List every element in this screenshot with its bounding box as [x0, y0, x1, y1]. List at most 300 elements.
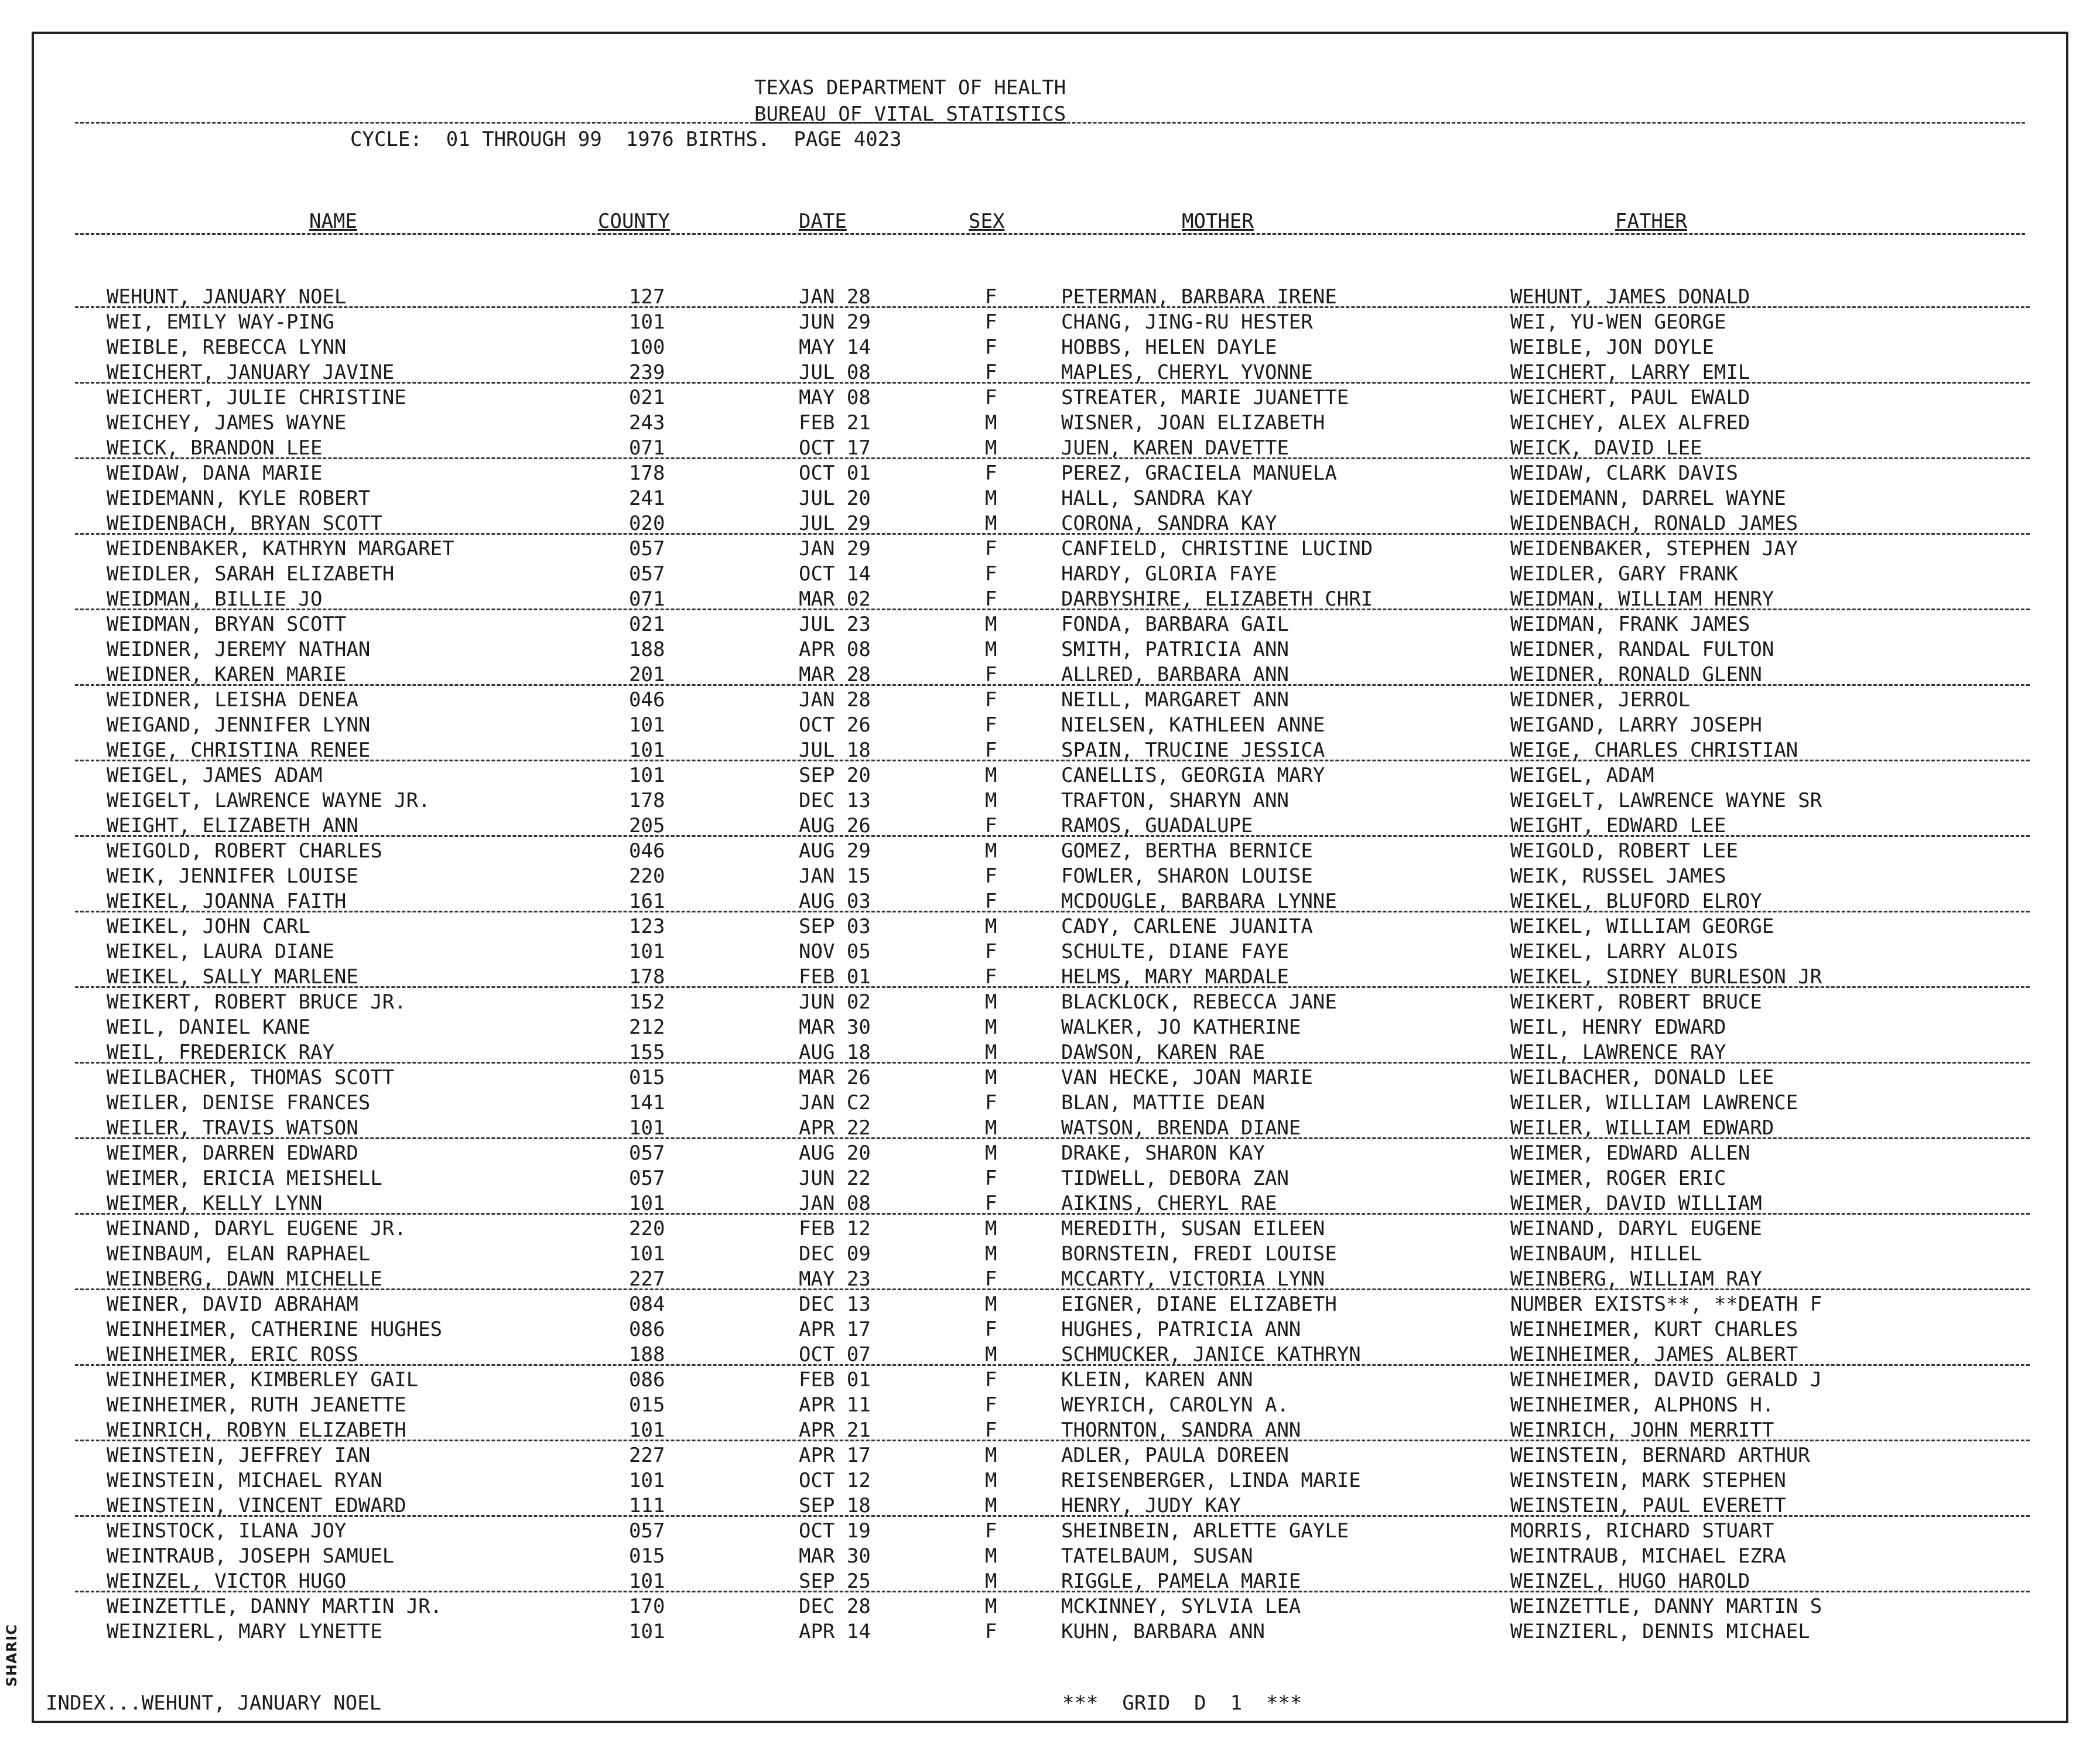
- cell-mother: CANELLIS, GEORGIA MARY: [1061, 764, 1325, 787]
- cell-name: WEICHEY, JAMES WAYNE: [107, 411, 347, 435]
- cell-sex: F: [985, 537, 997, 560]
- cell-father: MORRIS, RICHARD STUART: [1510, 1519, 1774, 1543]
- cell-name: WEIMER, DARREN EDWARD: [107, 1141, 358, 1165]
- cell-mother: CORONA, SANDRA KAY: [1061, 512, 1277, 535]
- table-row: [34, 1141, 2071, 1166]
- cell-date: JAN 28: [799, 285, 871, 309]
- cell-father: WEILER, WILLIAM EDWARD: [1510, 1116, 1774, 1140]
- table-row: [34, 1091, 2071, 1116]
- cell-sex: F: [985, 688, 997, 712]
- cell-date: JAN C2: [799, 1091, 871, 1115]
- cell-name: WEINZIERL, MARY LYNETTE: [107, 1620, 382, 1643]
- cell-name: WEI, EMILY WAY-PING: [107, 310, 334, 334]
- table-row: [34, 486, 2071, 511]
- cell-father: WEIGE, CHARLES CHRISTIAN: [1510, 739, 1798, 762]
- cell-name: WEICHERT, JANUARY JAVINE: [107, 361, 395, 384]
- cell-county: 101: [629, 739, 665, 762]
- table-row: [34, 562, 2071, 587]
- cell-sex: F: [985, 1091, 997, 1115]
- cell-county: 015: [629, 1393, 665, 1417]
- cell-name: WEINHEIMER, RUTH JEANETTE: [107, 1393, 406, 1417]
- cell-date: SEP 18: [799, 1494, 871, 1517]
- cell-date: JUN 29: [799, 310, 871, 334]
- cell-mother: ALLRED, BARBARA ANN: [1061, 663, 1289, 686]
- cell-father: WEIL, HENRY EDWARD: [1510, 1016, 1726, 1039]
- cell-name: WEIKEL, JOANNA FAITH: [107, 890, 347, 913]
- column-header-father: FATHER: [1615, 210, 1687, 233]
- cell-father: WEIKEL, BLUFORD ELROY: [1510, 890, 1762, 913]
- cell-sex: M: [985, 1544, 997, 1568]
- cell-father: WEICHEY, ALEX ALFRED: [1510, 411, 1750, 435]
- cell-county: 101: [629, 713, 665, 737]
- header-divider: [75, 122, 2025, 124]
- cell-mother: HUGHES, PATRICIA ANN: [1061, 1318, 1301, 1341]
- cell-father: WEIDMAN, WILLIAM HENRY: [1510, 587, 1774, 611]
- table-row: [34, 1242, 2071, 1267]
- cell-date: DEC 28: [799, 1595, 871, 1618]
- cell-name: WEINSTEIN, JEFFREY IAN: [107, 1444, 371, 1467]
- cell-county: 188: [629, 638, 665, 661]
- cell-date: MAR 28: [799, 663, 871, 686]
- cell-mother: SMITH, PATRICIA ANN: [1061, 638, 1289, 661]
- table-row: [34, 839, 2071, 864]
- cell-name: WEIL, DANIEL KANE: [107, 1016, 310, 1039]
- cell-county: 227: [629, 1444, 665, 1467]
- cell-father: WEIDNER, RONALD GLENN: [1510, 663, 1762, 686]
- cell-father: WEI, YU-WEN GEORGE: [1510, 310, 1726, 334]
- cell-father: WEIDAW, CLARK DAVIS: [1510, 462, 1738, 485]
- cell-mother: MAPLES, CHERYL YVONNE: [1061, 361, 1313, 384]
- table-row: [34, 310, 2071, 335]
- table-row: [34, 1267, 2071, 1292]
- cell-county: 220: [629, 1217, 665, 1240]
- cell-mother: DARBYSHIRE, ELIZABETH CHRI: [1061, 587, 1373, 611]
- cell-date: OCT 14: [799, 562, 871, 586]
- cell-county: 021: [629, 613, 665, 636]
- cell-name: WEIDNER, JEREMY NATHAN: [107, 638, 371, 661]
- cell-mother: MCDOUGLE, BARBARA LYNNE: [1061, 890, 1337, 913]
- table-row: [34, 1216, 2071, 1242]
- cell-county: 057: [629, 1167, 665, 1190]
- cell-date: MAR 02: [799, 587, 871, 611]
- cell-date: MAR 26: [799, 1066, 871, 1089]
- cell-date: OCT 01: [799, 462, 871, 485]
- cell-county: 100: [629, 336, 665, 359]
- cell-mother: VAN HECKE, JOAN MARIE: [1061, 1066, 1313, 1089]
- cell-father: WEILER, WILLIAM LAWRENCE: [1510, 1091, 1798, 1115]
- cell-sex: F: [985, 1368, 997, 1392]
- table-row: [34, 1418, 2071, 1443]
- column-header-date: DATE: [799, 210, 847, 233]
- cell-father: WEIGAND, LARRY JOSEPH: [1510, 713, 1762, 737]
- cell-father: WEIGOLD, ROBERT LEE: [1510, 839, 1738, 863]
- cell-mother: SPAIN, TRUCINE JESSICA: [1061, 739, 1325, 762]
- cell-name: WEIK, JENNIFER LOUISE: [107, 864, 358, 888]
- cell-county: 127: [629, 285, 665, 309]
- cell-date: AUG 29: [799, 839, 871, 863]
- cell-father: WEIBLE, JON DOYLE: [1510, 336, 1714, 359]
- cell-date: JUN 02: [799, 990, 871, 1014]
- cell-father: WEIDLER, GARY FRANK: [1510, 562, 1738, 586]
- cell-date: DEC 09: [799, 1242, 871, 1266]
- cell-sex: M: [985, 1293, 997, 1316]
- cell-father: WEIL, LAWRENCE RAY: [1510, 1041, 1726, 1064]
- cell-father: NUMBER EXISTS**, **DEATH F: [1510, 1293, 1822, 1316]
- cell-mother: PETERMAN, BARBARA IRENE: [1061, 285, 1337, 309]
- cell-sex: M: [985, 487, 997, 510]
- table-row: [34, 1619, 2071, 1645]
- cell-county: 101: [629, 940, 665, 963]
- cell-father: WEINHEIMER, KURT CHARLES: [1510, 1318, 1798, 1341]
- cell-sex: M: [985, 1343, 997, 1366]
- cell-date: MAY 23: [799, 1267, 871, 1291]
- table-row: [34, 1191, 2071, 1216]
- cell-county: 046: [629, 839, 665, 863]
- cell-name: WEIKERT, ROBERT BRUCE JR.: [107, 990, 406, 1014]
- cell-name: WEIKEL, JOHN CARL: [107, 915, 310, 938]
- cell-name: WEIDMAN, BRYAN SCOTT: [107, 613, 347, 636]
- cell-sex: M: [985, 1041, 997, 1064]
- table-row: [34, 813, 2071, 839]
- side-label: SHARIC: [4, 1624, 20, 1687]
- cell-father: WEINSTEIN, MARK STEPHEN: [1510, 1469, 1786, 1492]
- cell-date: APR 17: [799, 1444, 871, 1467]
- table-row: [34, 637, 2071, 662]
- cell-date: JAN 28: [799, 688, 871, 712]
- cell-name: WEIDLER, SARAH ELIZABETH: [107, 562, 395, 586]
- column-header-mother: MOTHER: [1182, 210, 1254, 233]
- cell-mother: BLACKLOCK, REBECCA JANE: [1061, 990, 1337, 1014]
- cell-father: WEINHEIMER, ALPHONS H.: [1510, 1393, 1774, 1417]
- cell-father: WEIKEL, WILLIAM GEORGE: [1510, 915, 1774, 938]
- cell-father: WEIDENBACH, RONALD JAMES: [1510, 512, 1798, 535]
- cell-date: JUL 18: [799, 739, 871, 762]
- cell-county: 057: [629, 537, 665, 560]
- cell-name: WEICK, BRANDON LEE: [107, 436, 323, 460]
- cell-mother: ADLER, PAULA DOREEN: [1061, 1444, 1289, 1467]
- table-row: [34, 1493, 2071, 1519]
- cell-county: 227: [629, 1267, 665, 1291]
- cell-county: 155: [629, 1041, 665, 1064]
- cell-date: APR 21: [799, 1418, 871, 1442]
- cell-mother: HALL, SANDRA KAY: [1061, 487, 1253, 510]
- cell-father: WEINRICH, JOHN MERRITT: [1510, 1418, 1774, 1442]
- cell-name: WEILER, DENISE FRANCES: [107, 1091, 371, 1115]
- footer-grid: *** GRID D 1 ***: [1062, 1691, 1302, 1715]
- cell-date: JUL 23: [799, 613, 871, 636]
- cell-mother: NIELSEN, KATHLEEN ANNE: [1061, 713, 1325, 737]
- cell-father: WEIMER, DAVID WILLIAM: [1510, 1192, 1762, 1215]
- cell-father: WEIKEL, SIDNEY BURLESON JR: [1510, 965, 1822, 989]
- table-row: [34, 990, 2071, 1015]
- cell-sex: M: [985, 1217, 997, 1240]
- cell-mother: TRAFTON, SHARYN ANN: [1061, 789, 1289, 812]
- cell-county: 201: [629, 663, 665, 686]
- cell-county: 205: [629, 814, 665, 838]
- table-row: [34, 1166, 2071, 1191]
- cell-father: WEINAND, DARYL EUGENE: [1510, 1217, 1762, 1240]
- cell-date: AUG 03: [799, 890, 871, 913]
- cell-county: 057: [629, 562, 665, 586]
- cell-name: WEIDENBACH, BRYAN SCOTT: [107, 512, 382, 535]
- cell-mother: KLEIN, KAREN ANN: [1061, 1368, 1253, 1392]
- cell-mother: DAWSON, KAREN RAE: [1061, 1041, 1265, 1064]
- cell-sex: M: [985, 789, 997, 812]
- cell-sex: F: [985, 713, 997, 737]
- cell-county: 178: [629, 965, 665, 989]
- cell-sex: F: [985, 285, 997, 309]
- cell-county: 101: [629, 1192, 665, 1215]
- cell-name: WEIMER, ERICIA MEISHELL: [107, 1167, 382, 1190]
- cell-sex: F: [985, 1167, 997, 1190]
- cell-name: WEIGHT, ELIZABETH ANN: [107, 814, 358, 838]
- cell-name: WEIGEL, JAMES ADAM: [107, 764, 323, 787]
- cell-father: WEINZEL, HUGO HAROLD: [1510, 1570, 1750, 1593]
- cell-county: 212: [629, 1016, 665, 1039]
- cell-father: WEIKERT, ROBERT BRUCE: [1510, 990, 1762, 1014]
- cell-mother: MCCARTY, VICTORIA LYNN: [1061, 1267, 1325, 1291]
- cell-county: 020: [629, 512, 665, 535]
- cell-father: WEINTRAUB, MICHAEL EZRA: [1510, 1544, 1786, 1568]
- cell-mother: PEREZ, GRACIELA MANUELA: [1061, 462, 1337, 485]
- cell-sex: M: [985, 638, 997, 661]
- table-row: [34, 1015, 2071, 1040]
- table-row: [34, 1317, 2071, 1342]
- cell-county: 015: [629, 1544, 665, 1568]
- cell-name: WEINBAUM, ELAN RAPHAEL: [107, 1242, 371, 1266]
- cell-date: JUN 22: [799, 1167, 871, 1190]
- cell-name: WEIDAW, DANA MARIE: [107, 462, 323, 485]
- cell-county: 101: [629, 1620, 665, 1643]
- cell-sex: F: [985, 864, 997, 888]
- cell-date: MAR 30: [799, 1544, 871, 1568]
- cell-sex: F: [985, 814, 997, 838]
- cell-name: WEINSTEIN, VINCENT EDWARD: [107, 1494, 406, 1517]
- cell-mother: SCHMUCKER, JANICE KATHRYN: [1061, 1343, 1361, 1366]
- cell-sex: F: [985, 1192, 997, 1215]
- cell-father: WEIDEMANN, DARREL WAYNE: [1510, 487, 1786, 510]
- cell-name: WEHUNT, JANUARY NOEL: [107, 285, 347, 309]
- table-row: [34, 914, 2071, 939]
- cell-sex: M: [985, 613, 997, 636]
- cell-county: 241: [629, 487, 665, 510]
- table-row: [34, 436, 2071, 461]
- cell-sex: M: [985, 1141, 997, 1165]
- cell-date: FEB 01: [799, 1368, 871, 1392]
- cell-mother: WALKER, JO KATHERINE: [1061, 1016, 1301, 1039]
- cell-county: 071: [629, 587, 665, 611]
- cell-name: WEINHEIMER, CATHERINE HUGHES: [107, 1318, 443, 1341]
- cell-mother: EIGNER, DIANE ELIZABETH: [1061, 1293, 1337, 1316]
- cell-date: SEP 25: [799, 1570, 871, 1593]
- table-row: [34, 763, 2071, 788]
- cell-date: MAR 30: [799, 1016, 871, 1039]
- cell-county: 161: [629, 890, 665, 913]
- cell-date: OCT 26: [799, 713, 871, 737]
- cell-sex: F: [985, 1620, 997, 1643]
- cell-name: WEINSTEIN, MICHAEL RYAN: [107, 1469, 382, 1492]
- cell-sex: M: [985, 1444, 997, 1467]
- cell-father: WEINBERG, WILLIAM RAY: [1510, 1267, 1762, 1291]
- cell-name: WEINZEL, VICTOR HUGO: [107, 1570, 347, 1593]
- cell-date: JAN 08: [799, 1192, 871, 1215]
- table-row: [34, 411, 2071, 436]
- table-row: [34, 1544, 2071, 1569]
- cell-name: WEINER, DAVID ABRAHAM: [107, 1293, 358, 1316]
- cell-name: WEIL, FREDERICK RAY: [107, 1041, 334, 1064]
- cell-date: DEC 13: [799, 1293, 871, 1316]
- cell-mother: CANFIELD, CHRISTINE LUCIND: [1061, 537, 1373, 560]
- cell-date: FEB 01: [799, 965, 871, 989]
- cell-name: WEINHEIMER, KIMBERLEY GAIL: [107, 1368, 419, 1392]
- cell-father: WEINBAUM, HILLEL: [1510, 1242, 1702, 1266]
- cell-name: WEINTRAUB, JOSEPH SAMUEL: [107, 1544, 395, 1568]
- cell-name: WEIDMAN, BILLIE JO: [107, 587, 323, 611]
- cell-sex: F: [985, 663, 997, 686]
- table-row: [34, 335, 2071, 360]
- cell-father: WEIDNER, RANDAL FULTON: [1510, 638, 1774, 661]
- cell-sex: M: [985, 1570, 997, 1593]
- cell-county: 123: [629, 915, 665, 938]
- cell-county: 243: [629, 411, 665, 435]
- cell-county: 101: [629, 764, 665, 787]
- cell-mother: BORNSTEIN, FREDI LOUISE: [1061, 1242, 1337, 1266]
- cell-father: WEIDMAN, FRANK JAMES: [1510, 613, 1750, 636]
- cell-name: WEIGELT, LAWRENCE WAYNE JR.: [107, 789, 430, 812]
- cell-mother: HENRY, JUDY KAY: [1061, 1494, 1241, 1517]
- cell-name: WEINBERG, DAWN MICHELLE: [107, 1267, 382, 1291]
- cell-name: WEINZETTLE, DANNY MARTIN JR.: [107, 1595, 443, 1618]
- cell-sex: F: [985, 562, 997, 586]
- cell-county: 111: [629, 1494, 665, 1517]
- table-row: [34, 1342, 2071, 1368]
- table-row: [34, 1292, 2071, 1317]
- cell-county: 057: [629, 1519, 665, 1543]
- cell-mother: NEILL, MARGARET ANN: [1061, 688, 1289, 712]
- cell-sex: M: [985, 839, 997, 863]
- table-row: [34, 385, 2071, 411]
- cell-mother: RAMOS, GUADALUPE: [1061, 814, 1253, 838]
- cell-county: 101: [629, 1570, 665, 1593]
- table-row: [34, 285, 2071, 310]
- cell-father: WEIGELT, LAWRENCE WAYNE SR: [1510, 789, 1822, 812]
- cell-mother: STREATER, MARIE JUANETTE: [1061, 386, 1349, 409]
- cell-date: DEC 13: [799, 789, 871, 812]
- cell-date: APR 11: [799, 1393, 871, 1417]
- cell-date: APR 22: [799, 1116, 871, 1140]
- cell-mother: SHEINBEIN, ARLETTE GAYLE: [1061, 1519, 1349, 1543]
- table-row: [34, 662, 2071, 688]
- cell-sex: M: [985, 915, 997, 938]
- column-header-sex: SEX: [969, 210, 1005, 233]
- cell-name: WEINSTOCK, ILANA JOY: [107, 1519, 347, 1543]
- cell-mother: REISENBERGER, LINDA MARIE: [1061, 1469, 1361, 1492]
- cell-sex: M: [985, 1116, 997, 1140]
- cell-father: WEINZIERL, DENNIS MICHAEL: [1510, 1620, 1810, 1643]
- table-row: [34, 536, 2071, 562]
- cell-mother: JUEN, KAREN DAVETTE: [1061, 436, 1289, 460]
- cell-mother: MEREDITH, SUSAN EILEEN: [1061, 1217, 1325, 1240]
- table-row: [34, 1368, 2071, 1393]
- cell-county: 101: [629, 1242, 665, 1266]
- cell-county: 101: [629, 310, 665, 334]
- cell-date: AUG 18: [799, 1041, 871, 1064]
- table-row: [34, 360, 2071, 385]
- table-row: [34, 587, 2071, 612]
- cell-mother: TATELBAUM, SUSAN: [1061, 1544, 1253, 1568]
- agency-title: TEXAS DEPARTMENT OF HEALTH: [754, 76, 1066, 100]
- table-row: [34, 1519, 2071, 1544]
- birth-records-table: [34, 285, 2071, 1645]
- cell-sex: F: [985, 587, 997, 611]
- cell-sex: M: [985, 512, 997, 535]
- cell-county: 220: [629, 864, 665, 888]
- cell-name: WEINHEIMER, ERIC ROSS: [107, 1343, 358, 1366]
- cell-sex: M: [985, 411, 997, 435]
- cell-date: OCT 07: [799, 1343, 871, 1366]
- cell-county: 046: [629, 688, 665, 712]
- cell-name: WEIDNER, KAREN MARIE: [107, 663, 347, 686]
- cell-county: 101: [629, 1418, 665, 1442]
- table-row: [34, 738, 2071, 763]
- cell-name: WEILER, TRAVIS WATSON: [107, 1116, 358, 1140]
- cell-name: WEIGE, CHRISTINA RENEE: [107, 739, 371, 762]
- cell-county: 188: [629, 1343, 665, 1366]
- cell-sex: M: [985, 1242, 997, 1266]
- cell-date: APR 14: [799, 1620, 871, 1643]
- cell-sex: M: [985, 436, 997, 460]
- cell-date: NOV 05: [799, 940, 871, 963]
- cell-sex: M: [985, 764, 997, 787]
- cell-name: WEIDEMANN, KYLE ROBERT: [107, 487, 371, 510]
- table-row: [34, 1443, 2071, 1468]
- cell-county: 086: [629, 1318, 665, 1341]
- cell-sex: F: [985, 336, 997, 359]
- cell-date: FEB 21: [799, 411, 871, 435]
- cell-county: 101: [629, 1116, 665, 1140]
- table-row: [34, 788, 2071, 813]
- cell-sex: M: [985, 1066, 997, 1089]
- column-header-divider: [75, 233, 2025, 235]
- cell-name: WEIBLE, REBECCA LYNN: [107, 336, 347, 359]
- cell-name: WEIKEL, SALLY MARLENE: [107, 965, 358, 989]
- cell-father: WEINZETTLE, DANNY MARTIN S: [1510, 1595, 1822, 1618]
- cell-mother: HOBBS, HELEN DAYLE: [1061, 336, 1277, 359]
- cell-county: 178: [629, 789, 665, 812]
- cell-date: JUL 20: [799, 487, 871, 510]
- cell-mother: HARDY, GLORIA FAYE: [1061, 562, 1277, 586]
- table-row: [34, 1393, 2071, 1418]
- cell-date: JUL 08: [799, 361, 871, 384]
- cell-name: WEIGOLD, ROBERT CHARLES: [107, 839, 382, 863]
- cell-father: WEIK, RUSSEL JAMES: [1510, 864, 1726, 888]
- cell-sex: F: [985, 310, 997, 334]
- cycle-line: CYCLE: 01 THROUGH 99 1976 BIRTHS. PAGE 4023: [350, 128, 902, 151]
- cell-father: WEICHERT, LARRY EMIL: [1510, 361, 1750, 384]
- cell-father: WEINHEIMER, JAMES ALBERT: [1510, 1343, 1798, 1366]
- cell-father: WEIDENBAKER, STEPHEN JAY: [1510, 537, 1798, 560]
- cell-county: 015: [629, 1066, 665, 1089]
- cell-date: SEP 03: [799, 915, 871, 938]
- cell-sex: M: [985, 990, 997, 1014]
- cell-father: WEINSTEIN, PAUL EVERETT: [1510, 1494, 1786, 1517]
- table-row: [34, 965, 2071, 990]
- cell-date: JUL 29: [799, 512, 871, 535]
- cell-mother: WISNER, JOAN ELIZABETH: [1061, 411, 1325, 435]
- cell-sex: M: [985, 1016, 997, 1039]
- cell-mother: TIDWELL, DEBORA ZAN: [1061, 1167, 1289, 1190]
- cell-sex: F: [985, 462, 997, 485]
